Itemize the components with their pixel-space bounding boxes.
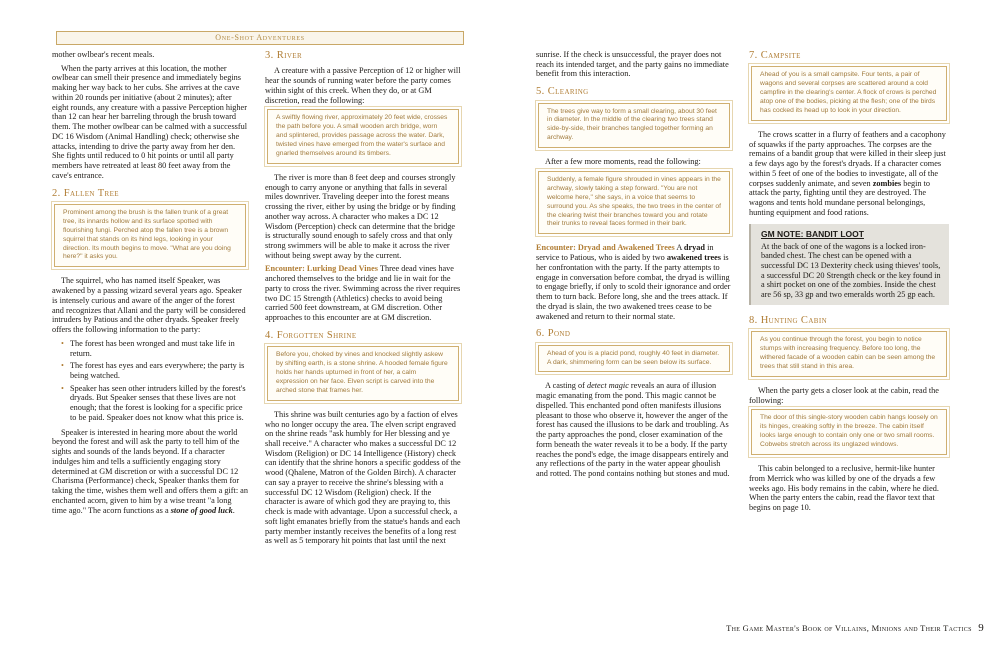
section-heading-fallen-tree: 2. Fallen Tree (52, 187, 119, 199)
text: A (674, 243, 684, 253)
paragraph: When the party arrives at this location, the mother owlbear can smell their presence and immediately begins making her way back to her cubs. She arrives at the cave within 20 rounds per initiative (about 2 minutes); after eight rounds, any creature with a passive Perception higher than 12 can hear her barreling through the brush toward them. The mother owlbear can be calmed with a successful DC 16 Wisdom (Animal Handling) check; otherwise she attacks, intending to drive the party away from her den. She fights until reduced to 0 hit points or until all party members have retreated at least 80 feet away from the cave's entrance. (52, 63, 248, 180)
book-title: The Game Master's Book of Villains, Minions and Their Tactics (726, 623, 972, 633)
text: Three dead vines have anchored themselves to the bridge and lie in wait for the party to cross the river. Swimming across the river requires two DC 15 Strength (Athletics) checks to avoid being carried 500 feet downstream, at GM discretion. Other approaches to this encounter are at GM discretion. (265, 264, 461, 323)
paragraph (536, 243, 732, 321)
paragraph: The river is more than 8 feet deep and courses strongly enough to carry anyone or anything that falls in several miles downriver. Traveling deeper into the forest means crossing the river, either by using the bridge or by finding another way across. A character who makes a DC 12 Wisdom (Perception) check can determine that the bridge is structurally sound enough to safely cross and that only strong swimmers will be able to make it across the river without being swept away by the current. (265, 172, 456, 260)
read-aloud-box: A swiftly flowing river, approximately 20 feet wide, crosses the path before you. A small wooden arch bridge, worn and splintered, provides passage across the water. Dark, twisted vines have emerged from the water's surface and gnarled themselves around its timbers. (267, 109, 459, 164)
paragraph (536, 381, 732, 478)
gm-note-sidebar (749, 224, 949, 305)
paragraph: This shrine was built centuries ago by a faction of elves who no longer occupy the area. The elven script engraved on the shrine reads "ask humbly for Her blessing and ye shall receive." A character who makes a successful DC 12 Wisdom (Religion) or DC 14 Intelligence (History) check can identify that the shrine honors a specific goddess of the wood (Qhalene, Matron of the Golden Birch). A character can say a prayer to receive the shrine's blessing with a successful DC 12 Wisdom (Religion) check. If the character is aware of which god they are praying to, this check is made with advantage. Upon a successful check, a soft light emanates briefly from the statue's hands and each party member instantly receives the benefits of a long rest as well as 5 temporary hit points that last until the next (265, 409, 461, 546)
column-2 (265, 50, 461, 550)
section-heading-clearing: 5. Clearing (536, 86, 589, 98)
read-aloud-box: As you continue through the forest, you begin to notice stumps with increasing frequency. Before too long, the withered facade of a wooden cabin can be seen among the trees that still stand in this area. (751, 331, 947, 377)
gm-note-title: GM NOTE: BANDIT LOOT (761, 228, 864, 239)
page-footer (726, 622, 984, 634)
encounter-label: Encounter: Lurking Dead Vines (265, 264, 378, 274)
paragraph: A creature with a passive Perception of 12 or higher will hear the sounds of running water before the party comes within sight of this creek. When they do, or at GM discretion, read the following: (265, 66, 461, 105)
read-aloud-box: Prominent among the brush is the fallen trunk of a great tree, its innards hollow and its surface spotted with flourishing fungi. Perched atop the fallen tree is a brown squirrel that stands on its hind legs, looking in your direction. Its mouth begins to move. "What are you doing here?" it asks you. (54, 204, 246, 267)
text: is her confrontation with the party. If the party attempts to engage in conversation before combat, the dryad is willing to engage briefly, if only to scold their ignorance and order them to turn back. Before long, she and the trees attack. If the dryad is slain, the two awakened trees cease to be awakened and return to their normal state. (536, 253, 731, 321)
text: begin to attack the party, fighting until they are destroyed. The wagons and tents hold mundane personal belongings, hunting equipment and food rations. (749, 178, 931, 217)
read-aloud-box: Ahead of you is a small campsite. Four tents, a pair of wagons and several corpses are scattered around a cold campfire in the clearing's center. A flock of crows is perched atop one of the bodies, picking at the flesh; one of the birds has cocked its head up to look in your direction. (751, 66, 947, 121)
creature-name: awakened trees (666, 253, 721, 263)
section-heading-river: 3. River (265, 50, 303, 61)
creature-name: zombies (872, 178, 902, 188)
section-heading-forgotten-shrine: 4. Forgotten Shrine (265, 329, 357, 341)
read-aloud-box: The trees give way to form a small clearing, about 30 feet in diameter. In the middle of the clearing two trees stand side-by-side, their branches tangled together forming an archway. (538, 103, 730, 149)
text: . (232, 505, 235, 515)
item-name: stone of good luck (170, 505, 233, 515)
list-item: • The forest has eyes and ears everywhere; the party is being watched. (70, 361, 248, 380)
list-item: • The forest has been wronged and must take life in return. (70, 339, 248, 358)
paragraph: This cabin belonged to a reclusive, hermit-like hunter from Merrick who was killed by one of the dryads a few weeks ago. His body remains in the cabin, where he died. When the party enters the cabin, read the flavor text that begins on page 10. (749, 464, 939, 512)
text: in service to Patious, who is aided by two (536, 243, 714, 263)
paragraph (52, 428, 248, 516)
read-aloud-box: Ahead of you is a placid pond, roughly 40 feet in diameter. A dark, shimmering form can be seen below its surface. (538, 345, 730, 373)
section-heading-hunting-cabin: 8. Hunting Cabin (749, 314, 828, 326)
paragraph: mother owlbear's recent meals. (52, 50, 155, 59)
info-list (52, 339, 248, 423)
gm-note-text: At the back of one of the wagons is a locked iron-banded chest. The chest can be opened with a successful DC 13 Dexterity check using thieves' tools, a successful DC 20 Strength check or the key found in a shirt pocket on one of the zombies. Inside the chest are 56 sp, 33 gp and two emeralds worth 25 gp each. (761, 241, 941, 300)
paragraph: sunrise. If the check is unsuccessful, the prayer does not reach its intended target, and the party gains no immediate benefit from this interaction. (536, 50, 729, 79)
read-aloud-box: Before you, choked by vines and knocked slightly askew by shifting earth, is a stone shrine. A hooded female figure holds her hands upturned in front of her, a calm expression on her face. Elven script is carved into the arched stone that frames her. (267, 346, 459, 401)
creature-name: dryad (683, 243, 706, 253)
paragraph (265, 264, 461, 322)
read-aloud-box: The door of this single-story wooden cabin hangs loosely on its hinges, creaking softly in the breeze. The cabin itself looks large enough to contain only one or two small rooms. Cobwebs stretch across its unglazed windows. (751, 409, 947, 455)
page-number: 9 (978, 622, 984, 634)
text: Speaker is interested in hearing more about the world beyond the forest and will ask the party to tell him of the sights and sounds of the lands beyond. If a character indulges him and tells a sufficiently engaging story determined at GM discretion or with a successful DC 12 Charisma (Performance) check, Speaker thanks them for taking the time, wishes them well and offers them a gift: an enchanted acorn, given to him by a wise treant "a long time ago." The acorn functions as a (52, 427, 248, 515)
text: A casting of (545, 381, 587, 391)
spell-name: detect magic (586, 381, 629, 391)
paragraph (749, 130, 949, 218)
column-1 (52, 50, 248, 519)
paragraph: After a few more moments, read the following: (545, 157, 701, 167)
text: The crows scatter in a flurry of feathers and a cacophony of squawks if the party approaches. The corpses are the remains of a bandit group that were killed in their sleep just a few days ago by the forest's dryads. If a character comes within 5 feet of one of the bodies to investigate, all of the corpses suddenly animate, and seven (749, 129, 946, 188)
section-heading-campsite: 7. Campsite (749, 50, 801, 61)
column-4 (749, 50, 949, 517)
list-item: • Speaker has seen other intruders killed by the forest's dryads. But Speaker senses that these lives are not enough; that the forest is looking for a specific price to be paid. Speaker does not know what this price is. (70, 384, 248, 423)
section-heading-pond: 6. Pond (536, 328, 571, 340)
column-3 (536, 50, 732, 483)
text: reveals an aura of illusion magic emanating from the pond. This magic cannot be dispelled. This enchanted pond often manifests illusions pleasant to those who observe it, however the anger of the forest has caused the illusions to be dark and troubling. As the party approaches the pond, closer examination of the form beneath the water reveals it to be a body. If the party reaches the pond's edge, the image disappears entirely and any reflections of the party in the water appear ghoulish and rotted. The pond contains nothing but stones and mud. (536, 381, 730, 479)
encounter-label: Encounter: Dryad and Awakened Trees (536, 243, 675, 253)
read-aloud-box: Suddenly, a female figure shrouded in vines appears in the archway, slowly taking a step forward. "You are not welcome here," she says, in a voice that seems to surround you. As she speaks, the two trees in the center of the clearing twist their branches toward you and rotate their trunks to reveal faces formed in their bark. (538, 171, 730, 234)
paragraph: The squirrel, who has named itself Speaker, was awakened by a passing wizard several years ago. Speaker is intensely curious and aware of the anger of the forest and recognizes that Allani and the party will be considered intruders by Patious and the other dryads. Speaker freely offers the following information to the party: (52, 276, 246, 335)
running-header-banner: One-Shot Adventures (56, 31, 464, 45)
paragraph: When the party gets a closer look at the cabin, read the following: (749, 385, 939, 405)
